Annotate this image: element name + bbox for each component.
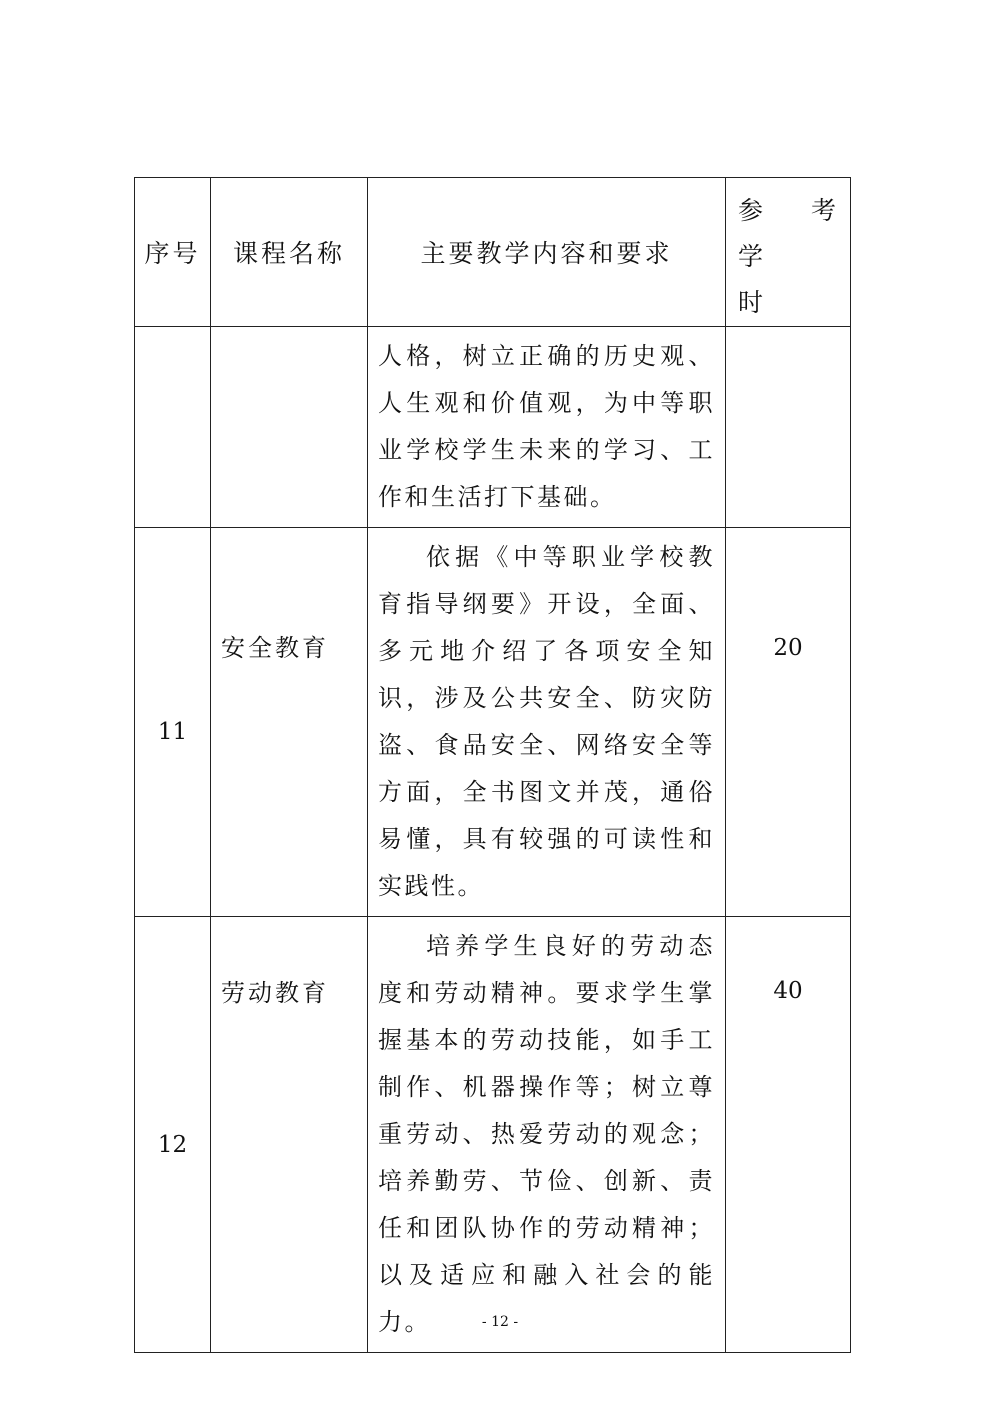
row-hours — [726, 327, 851, 528]
table-row — [135, 327, 851, 528]
row-content: 依据《中等职业学校教育指导纲要》开设，全面、多元地介绍了各项安全知识，涉及公共安全、防灾防盗、食品安全、网络安全等方面，全书图文并茂，通俗易懂，具有较强的可读性和实践性。 — [368, 528, 726, 917]
row-seq: 11 — [135, 528, 211, 917]
row-content: 培养学生良好的劳动态度和劳动精神。要求学生掌握基本的劳动技能，如手工制作、机器操作等；树立尊重劳动、热爱劳动的观念；培养勤劳、节俭、创新、责任和团队协作的劳动精神；以及适应和融入社会的能力。 — [368, 917, 726, 1353]
header-hours-line1: 参 考 学 — [738, 196, 838, 271]
header-hours — [726, 178, 851, 327]
row-seq — [135, 917, 211, 1353]
row-seq — [135, 327, 211, 528]
header-hours-line2: 时 — [738, 288, 766, 317]
row-hours: 40 — [726, 917, 851, 1353]
row-seq-text: 12 — [157, 1131, 188, 1158]
header-course-name: 课程名称 — [211, 178, 368, 327]
course-table — [134, 177, 851, 1353]
header-content: 主要教学内容和要求 — [368, 178, 726, 327]
header-seq: 序号 — [135, 178, 211, 327]
table-header-row — [135, 178, 851, 327]
row-course-name-text: 安全教育 — [221, 634, 329, 662]
row-course-name — [211, 528, 368, 917]
row-content: 人格，树立正确的历史观、人生观和价值观，为中等职业学校学生未来的学习、工作和生活打下基础。 — [368, 327, 726, 528]
table-row — [135, 528, 851, 917]
row-hours: 20 — [726, 528, 851, 917]
row-course-name — [211, 327, 368, 528]
table-row — [135, 917, 851, 1353]
page-number: - 12 - — [481, 1314, 519, 1330]
row-course-name — [211, 917, 368, 1353]
row-course-name-text: 劳动教育 — [221, 979, 329, 1007]
